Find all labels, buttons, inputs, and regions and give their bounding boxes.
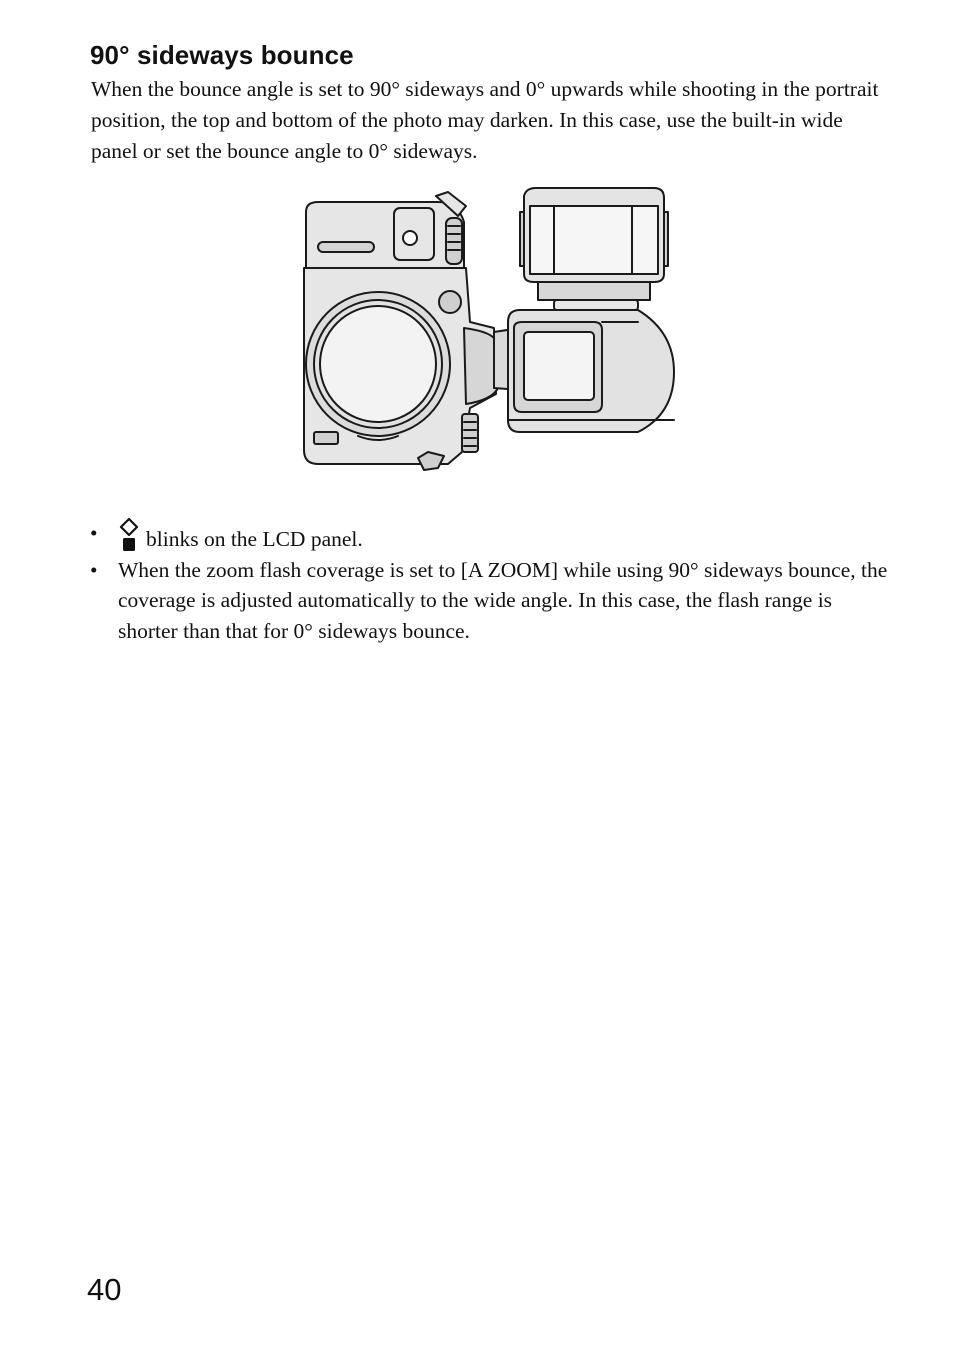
section-heading: 90° sideways bounce	[90, 40, 354, 70]
list-item	[90, 555, 890, 647]
camera-flash-illustration	[298, 182, 682, 478]
camera-with-flash-icon	[298, 182, 682, 478]
bullet-marker: •	[90, 521, 98, 545]
intro-paragraph: When the bounce angle is set to 90° sideways and 0° upwards while shooting in the portrait position, the top and bottom of the photo may darken. In this case, use the built-in wide panel or set the bounce angle to 0° sideways.	[91, 77, 879, 163]
list-item	[90, 518, 890, 555]
page-number: 40	[87, 1272, 122, 1307]
flash-bounce-icon	[118, 518, 140, 552]
bullet-marker: •	[90, 557, 98, 582]
notes-list	[90, 518, 890, 646]
bullet-text: blinks on the LCD panel.	[146, 527, 363, 551]
bullet-text: When the zoom flash coverage is set to [A ZOOM] while using 90° sideways bounce, the coverage is adjusted automatically to the wide angle. In this case, the flash range is shorter than that for 0° sideways bounce.	[118, 557, 888, 643]
